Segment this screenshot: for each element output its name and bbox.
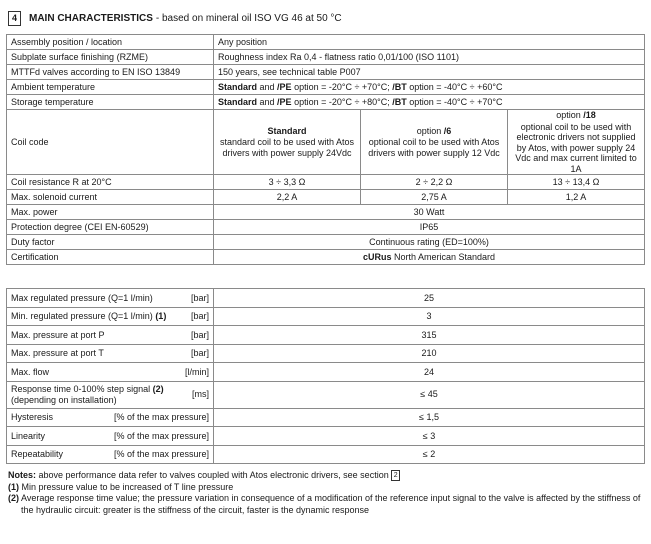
table-row xyxy=(7,190,645,205)
sep-text: and xyxy=(257,96,278,107)
note-2 xyxy=(8,493,644,516)
label-main: Min. regulated pressure (Q=1 l/min) xyxy=(11,311,156,321)
note-2-ref: (2) xyxy=(8,493,19,503)
table-row xyxy=(7,289,645,308)
row-label xyxy=(7,363,214,382)
section-subtitle: - based on mineral oil ISO VG 46 at 50 °C xyxy=(155,12,342,24)
unit-text: [% of the max pressure] xyxy=(113,449,209,459)
row-label: Duty factor xyxy=(7,235,214,250)
section-number: 4 xyxy=(8,11,21,26)
row-label: Assembly position / location xyxy=(7,35,214,50)
row-label xyxy=(7,344,214,363)
notes-heading: Notes: xyxy=(8,470,37,480)
table-row xyxy=(7,363,645,382)
row-label xyxy=(7,326,214,345)
row-value: ≤ 2 xyxy=(214,445,645,464)
row-value: Roughness index Ra 0,4 - flatness ratio 0,01/100 (ISO 1101) xyxy=(214,50,645,65)
table-row xyxy=(7,95,645,110)
table-row xyxy=(7,175,645,190)
option-code: /6 xyxy=(443,125,452,136)
current-standard: 2,2 A xyxy=(214,190,361,205)
row-label: Storage temperature xyxy=(7,95,214,110)
table-row xyxy=(7,205,645,220)
coil-option-6-desc: optional coil to be used with Atos drivers with power supply 12 Vdc xyxy=(368,137,500,158)
row-value: 25 xyxy=(214,289,645,308)
pe-label: /PE xyxy=(277,96,292,107)
bt-value: option = -40°C ÷ +70°C xyxy=(406,96,503,107)
label-text: Hysteresis xyxy=(11,412,54,422)
option-code: /18 xyxy=(583,110,596,120)
unit-text: [l/min] xyxy=(184,366,209,377)
current-option-18: 1,2 A xyxy=(508,190,645,205)
section-header xyxy=(8,10,342,26)
row-label: Ambient temperature xyxy=(7,80,214,95)
notes-block xyxy=(8,470,644,516)
bt-value: option = -40°C ÷ +60°C xyxy=(406,81,503,92)
sep-text: and xyxy=(257,81,278,92)
row-label xyxy=(7,289,214,308)
row-value: Any position xyxy=(214,35,645,50)
label-text: Max. pressure at port P xyxy=(11,329,105,340)
current-option-6: 2,75 A xyxy=(361,190,508,205)
cert-mark: cURus xyxy=(362,251,392,262)
table-row xyxy=(7,235,645,250)
label-main: Response time 0-100% step signal xyxy=(11,384,153,394)
row-label: Max. solenoid current xyxy=(7,190,214,205)
section-title: MAIN CHARACTERISTICS xyxy=(29,12,153,24)
table-row xyxy=(7,381,645,408)
unit-text: [bar] xyxy=(190,329,209,340)
row-value: 3 xyxy=(214,307,645,326)
std-label: Standard xyxy=(218,81,258,92)
table-row xyxy=(7,427,645,446)
unit-text: [ms] xyxy=(192,389,209,400)
row-value: 150 years, see technical table P007 xyxy=(214,65,645,80)
bt-label: /BT xyxy=(392,81,407,92)
note-ref: (1) xyxy=(155,311,167,321)
coil-standard xyxy=(214,110,361,175)
table-row xyxy=(7,344,645,363)
row-value: 315 xyxy=(214,326,645,345)
section-ref: 2 xyxy=(391,470,400,481)
coil-standard-desc: standard coil to be used with Atos drivers with power supply 24Vdc xyxy=(219,137,355,158)
row-label: MTTFd valves according to EN ISO 13849 xyxy=(7,65,214,80)
note-2-text: Average response time value; the pressure variation in consequence of a modification of the reference input signal to the valve is affected by the stiffness of the hydraulic circuit: greater is the stiffness of the circuit, faster is the dynamic response xyxy=(19,493,641,515)
unit-text: [% of the max pressure] xyxy=(113,430,209,441)
unit-text: [bar] xyxy=(190,348,209,358)
label-text: Max regulated pressure (Q=1 l/min) xyxy=(11,292,153,303)
row-label: Max. power xyxy=(7,205,214,220)
row-value xyxy=(214,95,645,110)
note-ref: (2) xyxy=(152,384,164,394)
label-text: Max. flow xyxy=(11,366,50,377)
row-label xyxy=(7,381,214,408)
coil-option-18-desc: optional coil to be used with electronic drivers not supplied by Atos, with power supply 24 Vdc and max current limited to 1A xyxy=(515,121,637,174)
note-1 xyxy=(8,482,644,494)
resistance-standard: 3 ÷ 3,3 Ω xyxy=(214,175,361,190)
row-value xyxy=(214,250,645,265)
row-label: Subplate surface finishing (RZME) xyxy=(7,50,214,65)
coil-option-18 xyxy=(508,110,645,175)
table-row xyxy=(7,326,645,345)
row-value: ≤ 3 xyxy=(214,427,645,446)
table-row xyxy=(7,80,645,95)
label-text xyxy=(11,384,164,405)
performance-table xyxy=(6,288,645,464)
main-characteristics-table xyxy=(6,34,645,265)
notes-text: above performance data refer to valves coupled with Atos electronic drivers, see section xyxy=(36,470,392,480)
pe-value: option = -20°C ÷ +80°C; xyxy=(291,96,393,107)
table-row xyxy=(7,445,645,464)
table-row xyxy=(7,35,645,50)
unit-text: [bar] xyxy=(190,311,209,321)
row-value: 24 xyxy=(214,363,645,382)
coil-option-6 xyxy=(361,110,508,175)
row-value: IP65 xyxy=(214,220,645,235)
option-prefix: option xyxy=(416,125,444,136)
row-label: Certification xyxy=(7,250,214,265)
row-value: 210 xyxy=(214,344,645,363)
coil-option-18-head xyxy=(512,110,640,121)
row-value xyxy=(214,80,645,95)
table-row xyxy=(7,50,645,65)
label-text: Repeatability xyxy=(11,449,64,459)
unit-text: [% of the max pressure] xyxy=(113,412,209,422)
table-row xyxy=(7,110,645,175)
row-label xyxy=(7,427,214,446)
note-1-ref: (1) xyxy=(8,481,19,492)
row-value: ≤ 1,5 xyxy=(214,408,645,427)
table-row xyxy=(7,65,645,80)
row-label xyxy=(7,445,214,464)
pe-value: option = -20°C ÷ +70°C; xyxy=(291,81,393,92)
note-1-text: Min pressure value to be increased of T line pressure xyxy=(19,481,234,492)
label-text: Linearity xyxy=(11,430,46,441)
resistance-option-6: 2 ÷ 2,2 Ω xyxy=(361,175,508,190)
cert-text: North American Standard xyxy=(391,251,496,262)
coil-standard-head: Standard xyxy=(267,125,307,136)
table-row xyxy=(7,408,645,427)
row-value: 30 Watt xyxy=(214,205,645,220)
label-sub: (depending on installation) xyxy=(11,394,117,405)
notes-intro xyxy=(8,470,644,482)
label-text: Max. pressure at port T xyxy=(11,348,104,358)
row-label: Coil resistance R at 20°C xyxy=(7,175,214,190)
coil-option-6-head xyxy=(365,126,503,137)
pe-label: /PE xyxy=(277,81,292,92)
bt-label: /BT xyxy=(392,96,407,107)
option-prefix: option xyxy=(556,110,584,120)
label-text xyxy=(11,311,166,322)
table-row xyxy=(7,307,645,326)
row-label: Coil code xyxy=(7,110,214,175)
resistance-option-18: 13 ÷ 13,4 Ω xyxy=(508,175,645,190)
row-label xyxy=(7,408,214,427)
table-row xyxy=(7,250,645,265)
unit-text: [bar] xyxy=(190,292,209,303)
row-value: ≤ 45 xyxy=(214,381,645,408)
std-label: Standard xyxy=(218,96,258,107)
row-value: Continuous rating (ED=100%) xyxy=(214,235,645,250)
row-label: Protection degree (CEI EN-60529) xyxy=(7,220,214,235)
row-label xyxy=(7,307,214,326)
table-row xyxy=(7,220,645,235)
